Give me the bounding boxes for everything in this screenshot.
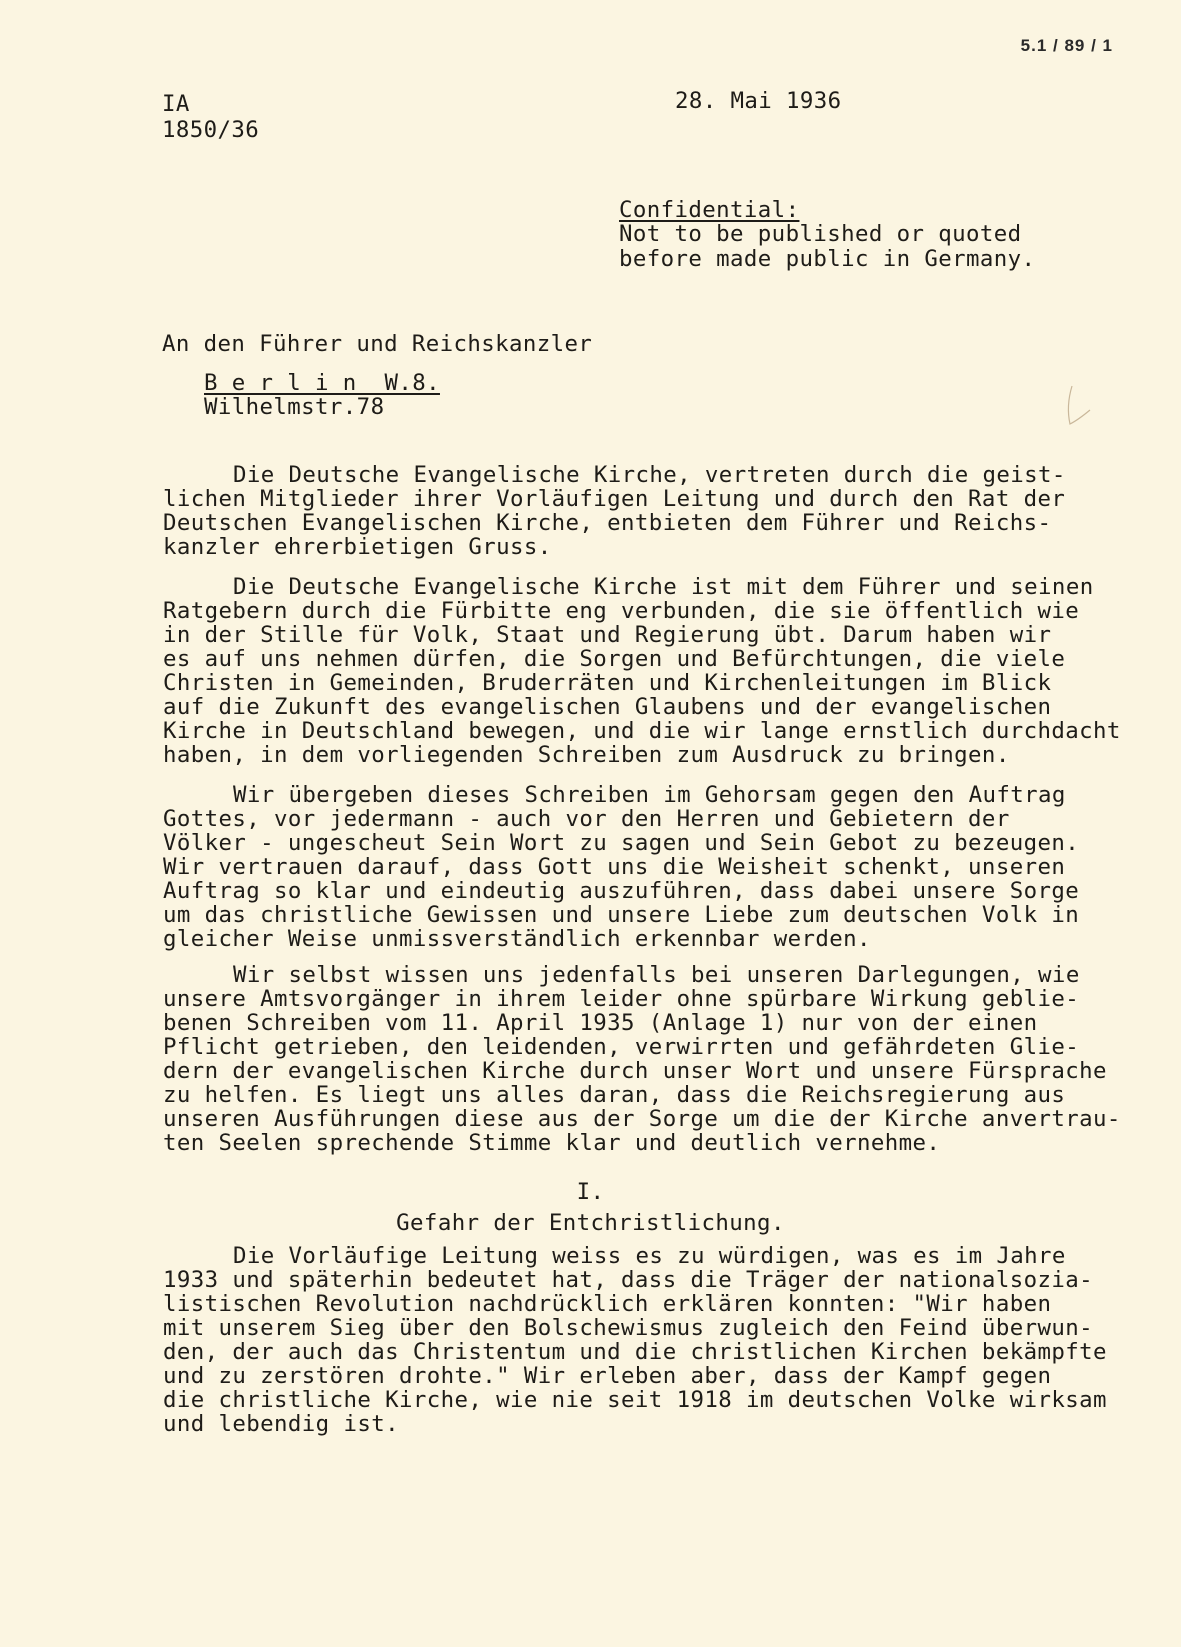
paragraph-line: Pflicht getrieben, den leidenden, verwirrten und gefährdeten Glie- [163,1034,1080,1060]
paragraph-line: den, der auch das Christentum und die christlichen Kirchen bekämpfte [163,1339,1107,1365]
paragraph-line: die christliche Kirche, wie nie seit 1918 im deutschen Volke wirksam [163,1387,1107,1413]
paragraph-line: haben, in dem vorliegenden Schreiben zum Ausdruck zu bringen. [163,742,1010,768]
paragraph-line: Die Deutsche Evangelische Kirche, vertreten durch die geist- [233,462,1066,488]
paragraph-line: Die Vorläufige Leitung weiss es zu würdigen, was es im Jahre [233,1243,1066,1269]
section-title: Gefahr der Entchristlichung. [396,1210,785,1236]
paragraph-line: kanzler ehrerbietigen Gruss. [163,534,552,560]
pencil-mark [1060,380,1110,440]
paragraph-line: Wir selbst wissen uns jedenfalls bei unseren Darlegungen, wie [233,962,1080,988]
paragraph-line: es auf uns nehmen dürfen, die Sorgen und Befürchtungen, die viele [163,646,1066,672]
paragraph-line: zu helfen. Es liegt uns alles daran, dass die Reichsregierung aus [163,1082,1066,1108]
paragraph-line: Christen in Gemeinden, Bruderräten und Kirchenleitungen im Blick [163,670,1052,696]
paragraph-line: Die Deutsche Evangelische Kirche ist mit dem Führer und seinen [233,574,1094,600]
paragraph-line: dern der evangelischen Kirche durch unser Wort und unsere Fürsprache [163,1058,1107,1084]
paragraph-line: Wir übergeben dieses Schreiben im Gehorsam gegen den Auftrag [233,782,1066,808]
paragraph-2 [163,575,1163,767]
section-number: I. [576,1179,605,1205]
paragraph-line: listischen Revolution nachdrücklich erklären konnten: "Wir haben [163,1291,1052,1317]
paragraph-1 [163,463,1163,559]
letter-date: 28. Mai 1936 [675,88,842,114]
paragraph-line: unsere Amtsvorgänger in ihrem leider ohne spürbare Wirkung geblie- [163,986,1080,1012]
paragraph-4 [163,963,1163,1155]
paragraph-line: gleicher Weise unmissverständlich erkennbar werden. [163,926,871,952]
paragraph-line: Gottes, vor jedermann - auch vor den Herren und Gebietern der [163,806,1010,832]
recipient: An den Führer und Reichskanzler [162,331,593,357]
paragraph-line: Ratgebern durch die Fürbitte eng verbunden, die sie öffentlich wie [163,598,1080,624]
confidential-note-line2: before made public in Germany. [619,246,1036,272]
paragraph-line: um das christliche Gewissen und unsere Liebe zum deutschen Volk in [163,902,1080,928]
paragraph-line: Deutschen Evangelischen Kirche, entbieten dem Führer und Reichs- [163,510,1052,536]
paragraph-line: lichen Mitglieder ihrer Vorläufigen Leitung und durch den Rat der [163,486,1066,512]
confidential-note-line1: Not to be published or quoted [619,221,1022,247]
file-reference-line1: IA [162,91,190,117]
confidential-heading: Confidential: [619,197,800,223]
paragraph-line: 1933 und späterhin bedeutet hat, dass die Träger der nationalsozia- [163,1267,1093,1293]
paragraph-line: in der Stille für Volk, Staat und Regierung übt. Darum haben wir [163,622,1052,648]
section-paragraph [163,1244,1163,1436]
address-city: B e r l i n W.8. [204,370,440,396]
paragraph-line: auf die Zukunft des evangelischen Glaubens und der evangelischen [163,694,1052,720]
paragraph-line: ten Seelen sprechende Stimme klar und deutlich vernehme. [163,1130,941,1156]
paragraph-line: unseren Ausführungen diese aus der Sorge um die der Kirche anvertrau- [163,1106,1121,1132]
paragraph-line: und lebendig ist. [163,1411,399,1437]
paragraph-line: Völker - ungescheut Sein Wort zu sagen und Sein Gebot zu bezeugen. [163,830,1080,856]
paragraph-line: mit unserem Sieg über den Bolschewismus zugleich den Feind überwun- [163,1315,1093,1341]
paragraph-line: Wir vertrauen darauf, dass Gott uns die Weisheit schenkt, unseren [163,854,1066,880]
paragraph-line: Kirche in Deutschland bewegen, und die wir lange ernstlich durchdacht [163,718,1121,744]
archive-reference: 5.1 / 89 / 1 [1020,36,1113,55]
paragraph-line: Auftrag so klar und eindeutig auszuführen, dass dabei unsere Sorge [163,878,1080,904]
paragraph-3 [163,783,1163,951]
address-street: Wilhelmstr.78 [204,394,385,420]
paragraph-line: und zu zerstören drohte." Wir erleben aber, dass der Kampf gegen [163,1363,1052,1389]
file-reference-line2: 1850/36 [162,117,260,143]
paragraph-line: benen Schreiben vom 11. April 1935 (Anlage 1) nur von der einen [163,1010,1038,1036]
